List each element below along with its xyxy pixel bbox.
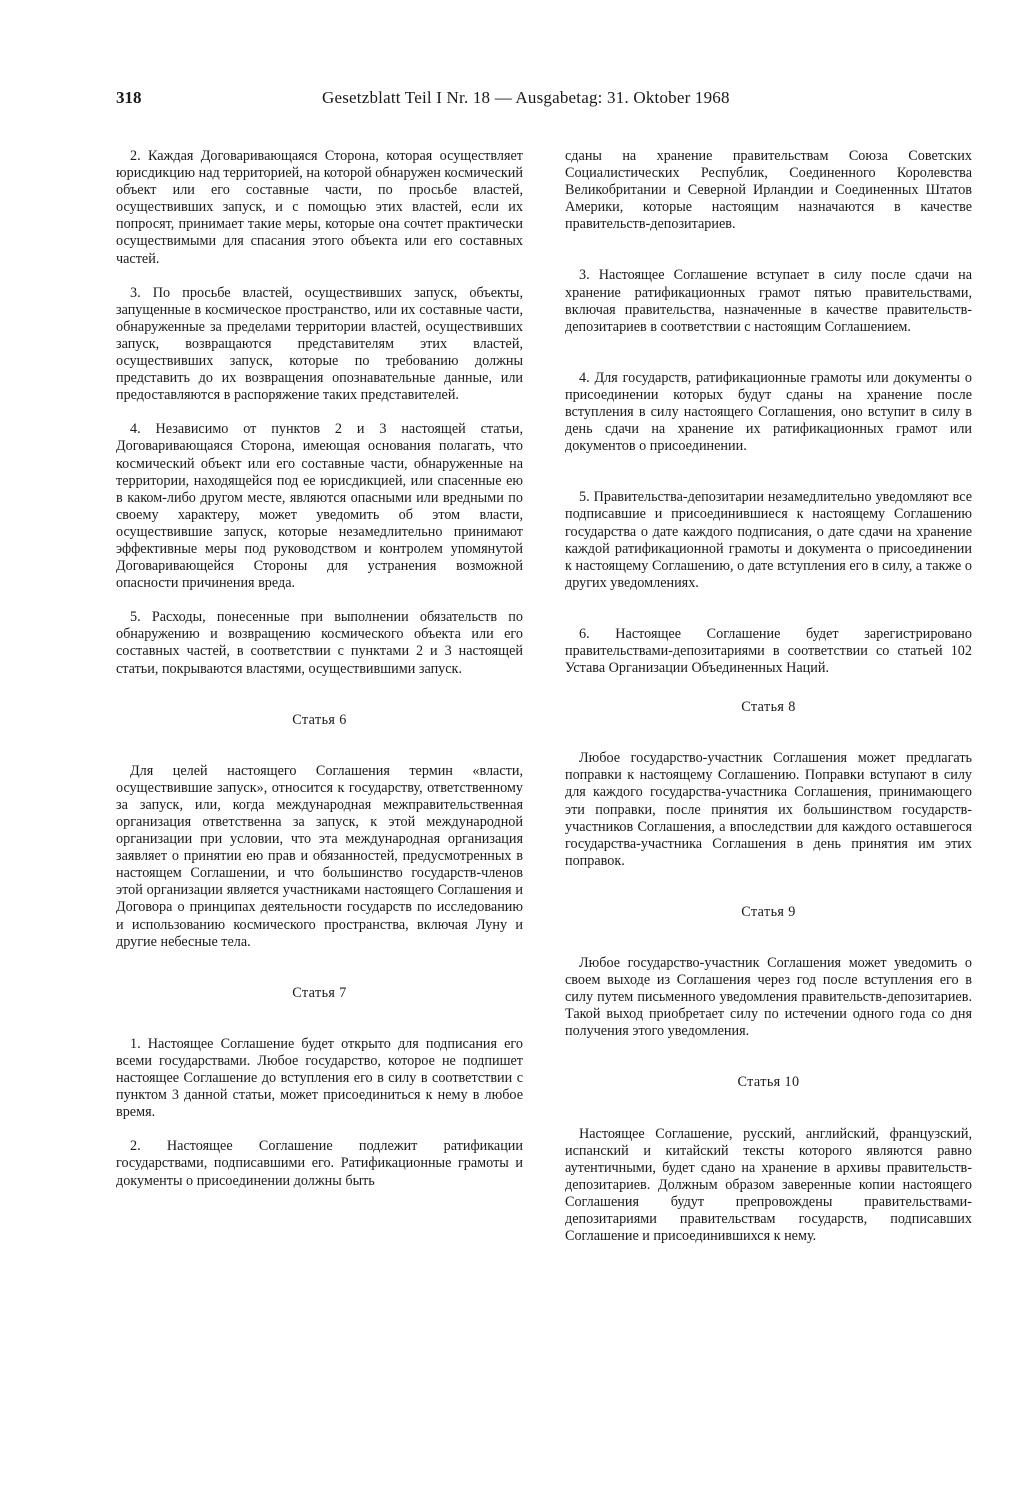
article7-para1: 1. Настоящее Соглашение будет открыто для подписания его всеми государствами. Любое государство, которое не подпишет настоящее Соглашение до вступления его в силу в соответствии с пунктом 3 данной статьи, может присоединиться к нему в любое время. bbox=[116, 1035, 523, 1121]
article7-para4: 4. Для государств, ратификационные грамоты или документы о присоединении которых будут сданы на хранение после вступления в силу настоящего Соглашения, оно вступит в силу в день сдачи на хранение их ратификационных грамот или документов о присоединении. bbox=[565, 369, 972, 455]
article8-heading: Статья 8 bbox=[741, 699, 796, 716]
page-number: 318 bbox=[116, 88, 142, 107]
article7-heading: Статья 7 bbox=[292, 984, 347, 1001]
article5-para3: 3. По просьбе властей, осуществивших запуск, объекты, запущенные в космическое пространство, или их составные части, обнаруженные за пределами территории властей, осуществивших запуск, возвращаются представителям этих властей, осуществивших запуск, которые по требованию должны представить до их возвращения опознавательные данные, или предоставляются в распоряжение таких представителей. bbox=[116, 284, 523, 404]
article10-heading: Статья 10 bbox=[737, 1074, 800, 1091]
article7-para2: 2. Настоящее Соглашение подлежит ратификации государствами, подписавшими его. Ратификационные грамоты и документы о присоединении должны быть bbox=[116, 1138, 523, 1189]
left-column bbox=[116, 148, 523, 1190]
article5-para2: 2. Каждая Договаривающаяся Сторона, которая осуществляет юрисдикцию над территорией, на которой обнаружен космический объект или его составные части, по просьбе властей, осуществивших запуск, и с помощью этих властей, если их попросят, принимает такие меры, которые она сочтет практически осуществимыми для спасания этого объекта или его составных частей. bbox=[116, 148, 523, 267]
article7-para6: 6. Настоящее Соглашение будет зарегистрировано правительствами-депозитариями в соответствии со статьей 102 Устава Организации Объединенных Наций. bbox=[565, 625, 972, 677]
article8-text: Любое государство-участник Соглашения может предлагать поправки к настоящему Соглашению. Поправки вступают в силу для каждого государства-участника Соглашения, принимающего эти поправки, после принятия их большинством государств-участников Соглашения, а впоследствии для каждого оставшегося государства-участника Соглашения в день принятия им этих поправок. bbox=[565, 750, 972, 869]
running-title: Gesetzblatt Teil I Nr. 18 — Ausgabetag: 31. Oktober 1968 bbox=[322, 88, 730, 107]
right-column bbox=[565, 148, 972, 1245]
article7-para5: 5. Правительства-депозитарии незамедлительно уведомляют все подписавшие и присоединившиеся к настоящему Соглашению государства о дате каждого подписания, о дате сдачи на хранение каждой ратификационной грамоты и документа о присоединении к настоящему Соглашению, о дате вступления его в силу, а также о других уведомлениях. bbox=[565, 489, 972, 591]
article5-para4: 4. Независимо от пунктов 2 и 3 настоящей статьи, Договаривающаяся Сторона, имеющая основания полагать, что космический объект или его составные части, обнаруженные на территории, находящейся под ее юрисдикцией, или спасенные ею в каком-либо другом месте, являются опасными или вредными по своему характеру, может уведомить об этом власти, осуществившие запуск, которые незамедлительно принимают эффективные меры под руководством и контролем упомянутой Договаривающейся Стороны для устранения возможной опасности причинения вреда. bbox=[116, 421, 523, 592]
article9-text: Любое государство-участник Соглашения может уведомить о своем выходе из Соглашения через год после вступления его в силу путем письменного уведомления правительств-депозитариев. Такой выход приобретает силу по истечении одного года со дня получения этого уведомления. bbox=[565, 955, 972, 1040]
article9-heading: Статья 9 bbox=[741, 903, 796, 920]
article7-para2-continued: сданы на хранение правительствам Союза Советских Социалистических Республик, Соединенного Королевства Великобритании и Северной Ирландии и Соединенных Штатов Америки, которые настоящим назначаются в качестве правительств-депозитариев. bbox=[565, 148, 972, 233]
article10-text: Настоящее Соглашение, русский, английский, французский, испанский и китайский тексты которого являются равно аутентичными, будет сдано на хранение в архивы правительств-депозитариев. Должным образом заверенные копии настоящего Соглашения будут препровождены правительствами-депозитариями правительствам государств, подписавших Соглашение и присоединившихся к нему. bbox=[565, 1125, 972, 1245]
article6-text: Для целей настоящего Соглашения термин «власти, осуществившие запуск», относится к государству, ответственному за запуск, или, когда международная межправительственная организация ответственна за запуск, к этой международной организации при условии, что эта международная организация заявляет о принятии ею прав и обязанностей, предусмотренных в настоящем Соглашении, и что большинство государств-членов этой организации является участниками настоящего Соглашения и Договора о принципах деятельности государств по исследованию и использованию космического пространства, включая Луну и другие небесные тела. bbox=[116, 762, 523, 950]
article6-heading: Статья 6 bbox=[292, 711, 347, 728]
article7-para3: 3. Настоящее Соглашение вступает в силу после сдачи на хранение ратификационных грамот пятью правительствами, включая правительства, назначенные в качестве правительств-депозитариев в соответствии с настоящим Соглашением. bbox=[565, 267, 972, 335]
page-header bbox=[116, 88, 906, 114]
article5-para5: 5. Расходы, понесенные при выполнении обязательств по обнаружению и возвращению космического объекта или его составных частей, в соответствии с пунктами 2 и 3 настоящей статьи, покрываются властями, осуществившими запуск. bbox=[116, 609, 523, 677]
